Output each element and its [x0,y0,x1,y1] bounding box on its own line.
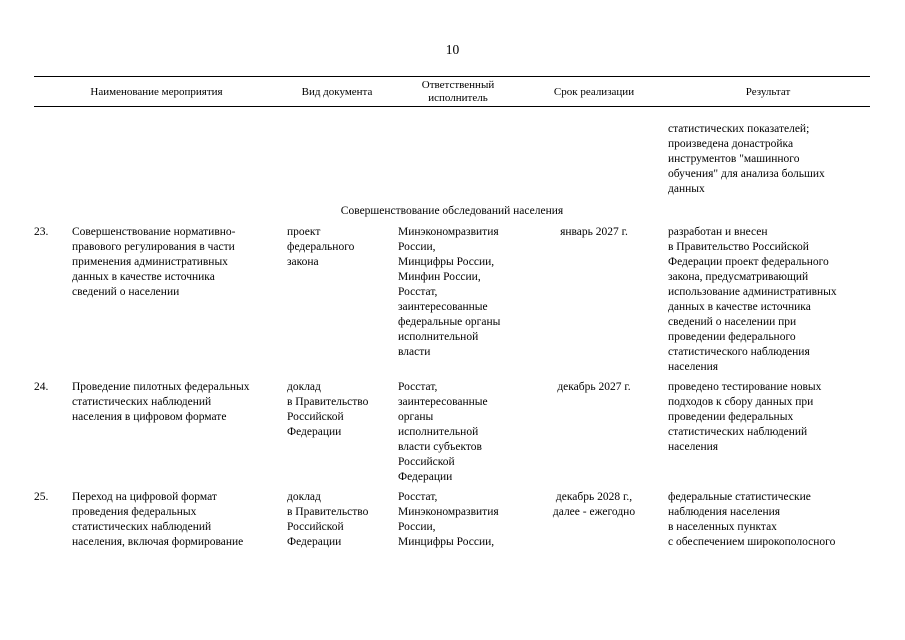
row-term: декабрь 2027 г. [557,381,631,393]
row-name: Проведение пилотных федеральных статистических наблюдений населения в цифровом формате [72,381,250,423]
row-doc-type: проект федерального закона [287,226,355,268]
header-top-rule [34,76,870,77]
row-term: январь 2027 г. [560,226,628,238]
row-name: Совершенствование нормативно- правового регулирования в части применения административных данных в качестве источника сведений о населении [72,226,236,298]
row-responsible: Росстат, заинтересованные органы исполнительной власти субъектов Российской Федерации [398,381,488,483]
row-term: декабрь 2028 г., далее - ежегодно [552,491,636,518]
row-name: Переход на цифровой формат проведения федеральных статистических наблюдений населения, включая формирование [72,491,244,548]
row-number: 24. [34,381,49,393]
row-result: федеральные статистические наблюдения населения в населенных пунктах с обеспечением широкополосного [668,491,836,548]
row-responsible: Росстат, Минэкономразвития России, Минцифры России, [398,491,499,548]
row-number: 25. [34,491,49,503]
continued-result: статистических показателей; произведена донастройка инструментов "машинного обучения" для анализа больших данных [668,123,825,195]
header-result: Результат [745,86,791,98]
row-number: 23. [34,226,49,238]
row-responsible: Минэкономразвития России, Минцифры России, Минфин России, Росстат, заинтересованные федеральные органы исполнительной власти [398,226,501,358]
row-doc-type: доклад в Правительство Российской Федерации [287,491,369,548]
row-result: проведено тестирование новых подходов к сбору данных при проведении федеральных статистических наблюдений населения [668,381,822,453]
page-number: 10 [445,42,460,57]
header-term: Срок реализации [553,86,635,98]
header-bottom-rule [34,106,870,107]
row-doc-type: доклад в Правительство Российской Федерации [287,381,369,438]
row-result: разработан и внесен в Правительство Российской Федерации проект федерального закона, предусматривающий использование административных данных в качестве источника сведений о населении при проведении федерального статистического наблюдения населения [668,226,837,373]
section-title: Совершенствование обследований населения [340,205,564,217]
header-doc-type: Вид документа [301,86,373,98]
header-responsible: Ответственный исполнитель [421,79,495,104]
header-name: Наименование мероприятия [90,86,223,98]
